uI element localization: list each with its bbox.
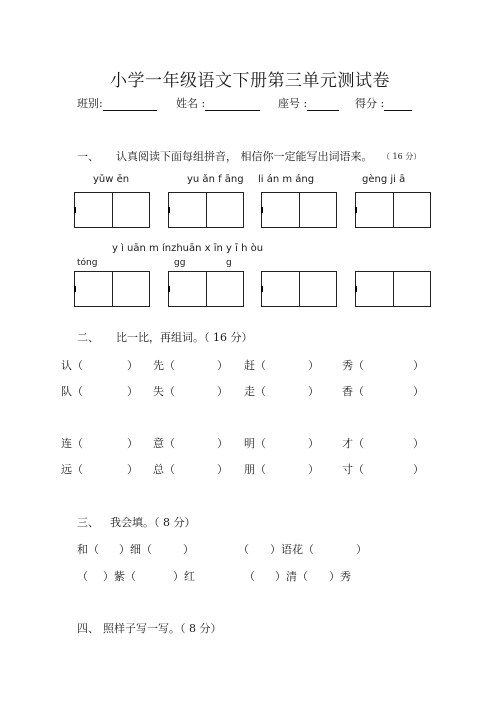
paren-close[interactable]: ） [308, 385, 319, 398]
paren-close[interactable]: ） [413, 437, 424, 450]
pinyin-sub-1: tóng [77, 258, 98, 268]
writing-box[interactable] [261, 192, 337, 228]
char-cell: 队（ [61, 385, 83, 398]
fill-text[interactable]: ）细（ [119, 543, 152, 556]
seat-blank[interactable] [307, 98, 339, 111]
score-label: 得分 : [355, 97, 385, 110]
pinyin-sub-3: g [226, 258, 232, 268]
section1-heading: 认真阅读下面每组拼音， 相信你一定能写出词语来。 [116, 150, 373, 163]
char-cell: 总（ [153, 463, 175, 476]
fill-text[interactable]: ） [356, 543, 367, 556]
fill-text[interactable]: ）秀 [329, 570, 351, 583]
char-cell: 连（ [61, 437, 83, 450]
char-cell: 寸（ [342, 463, 364, 476]
char-cell: 香（ [342, 385, 364, 398]
paren-close[interactable]: ） [127, 385, 138, 398]
fill-text: （ [77, 570, 88, 583]
char-cell: 秀（ [342, 359, 364, 372]
char-cell: 朋（ [244, 463, 266, 476]
paren-close[interactable]: ） [217, 359, 228, 372]
char-cell: 才（ [342, 437, 364, 450]
fill-text[interactable]: ）清（ [275, 570, 308, 583]
paren-close[interactable]: ） [308, 463, 319, 476]
writing-box[interactable] [74, 192, 150, 228]
section2-heading: 比一比，再组词。（ 16 分） [116, 331, 253, 344]
score-blank[interactable] [384, 98, 412, 111]
pinyin-3: li án m áng [258, 174, 315, 185]
paren-close[interactable]: ） [217, 385, 228, 398]
paren-close[interactable]: ） [127, 359, 138, 372]
fill-text[interactable]: ）红 [173, 570, 195, 583]
char-cell: 认（ [61, 359, 83, 372]
section4-heading: 照样子写一写。（ 8 分） [103, 622, 222, 635]
writing-box[interactable] [168, 192, 244, 228]
fill-text: 和（ [77, 543, 99, 556]
writing-box[interactable] [261, 271, 337, 307]
writing-box[interactable] [74, 271, 150, 307]
fill-text[interactable]: ）紫（ [103, 570, 136, 583]
paren-close[interactable]: ） [217, 437, 228, 450]
page-title: 小学一年级语文下册第三单元测试卷 [110, 71, 390, 91]
char-cell: 先（ [153, 359, 175, 372]
paren-close[interactable]: ） [127, 463, 138, 476]
name-label: 姓名 : [176, 97, 206, 110]
pinyin-sub-2: gg [174, 258, 186, 268]
pinyin-2: yu ǎn f āng [187, 174, 244, 185]
fill-text: （ [238, 543, 249, 556]
section1-number: 一、 [77, 150, 99, 163]
char-cell: 失（ [153, 385, 175, 398]
paren-close[interactable]: ） [413, 359, 424, 372]
section4-number: 四、 [77, 622, 99, 635]
paren-close[interactable]: ） [413, 463, 424, 476]
writing-box[interactable] [168, 271, 244, 307]
char-cell: 明（ [244, 437, 266, 450]
section1-points: （ 16 分） [382, 152, 422, 161]
fill-text[interactable]: ）语花（ [270, 543, 314, 556]
paren-close[interactable]: ） [308, 437, 319, 450]
pinyin-row2: y ì uān m ínzhuān x īn y ī h òu [112, 243, 264, 254]
class-blank[interactable] [103, 98, 157, 111]
class-label: 班别: [77, 97, 103, 110]
char-cell: 走（ [244, 385, 266, 398]
section3-number: 三、 [77, 516, 99, 529]
paren-close[interactable]: ） [413, 385, 424, 398]
char-cell: 远（ [61, 463, 83, 476]
name-blank[interactable] [205, 98, 260, 111]
score-field [355, 95, 412, 111]
pinyin-1: yǔw ēn [93, 174, 130, 185]
seat-label: 座号 : [278, 97, 308, 110]
pinyin-4: gèng ji ā [362, 174, 406, 185]
paren-close[interactable]: ） [308, 359, 319, 372]
section2-number: 二、 [77, 331, 99, 344]
fill-text: （ [244, 570, 255, 583]
writing-box[interactable] [355, 271, 431, 307]
paren-close[interactable]: ） [217, 463, 228, 476]
section3-heading: 我会填。（ 8 分） [110, 516, 196, 529]
char-cell: 赶（ [244, 359, 266, 372]
class-field [77, 95, 157, 111]
seat-field [278, 95, 339, 111]
paren-close[interactable]: ） [127, 437, 138, 450]
char-cell: 意（ [153, 437, 175, 450]
fill-text[interactable]: ） [183, 543, 194, 556]
writing-box[interactable] [355, 192, 431, 228]
name-field [176, 95, 260, 111]
